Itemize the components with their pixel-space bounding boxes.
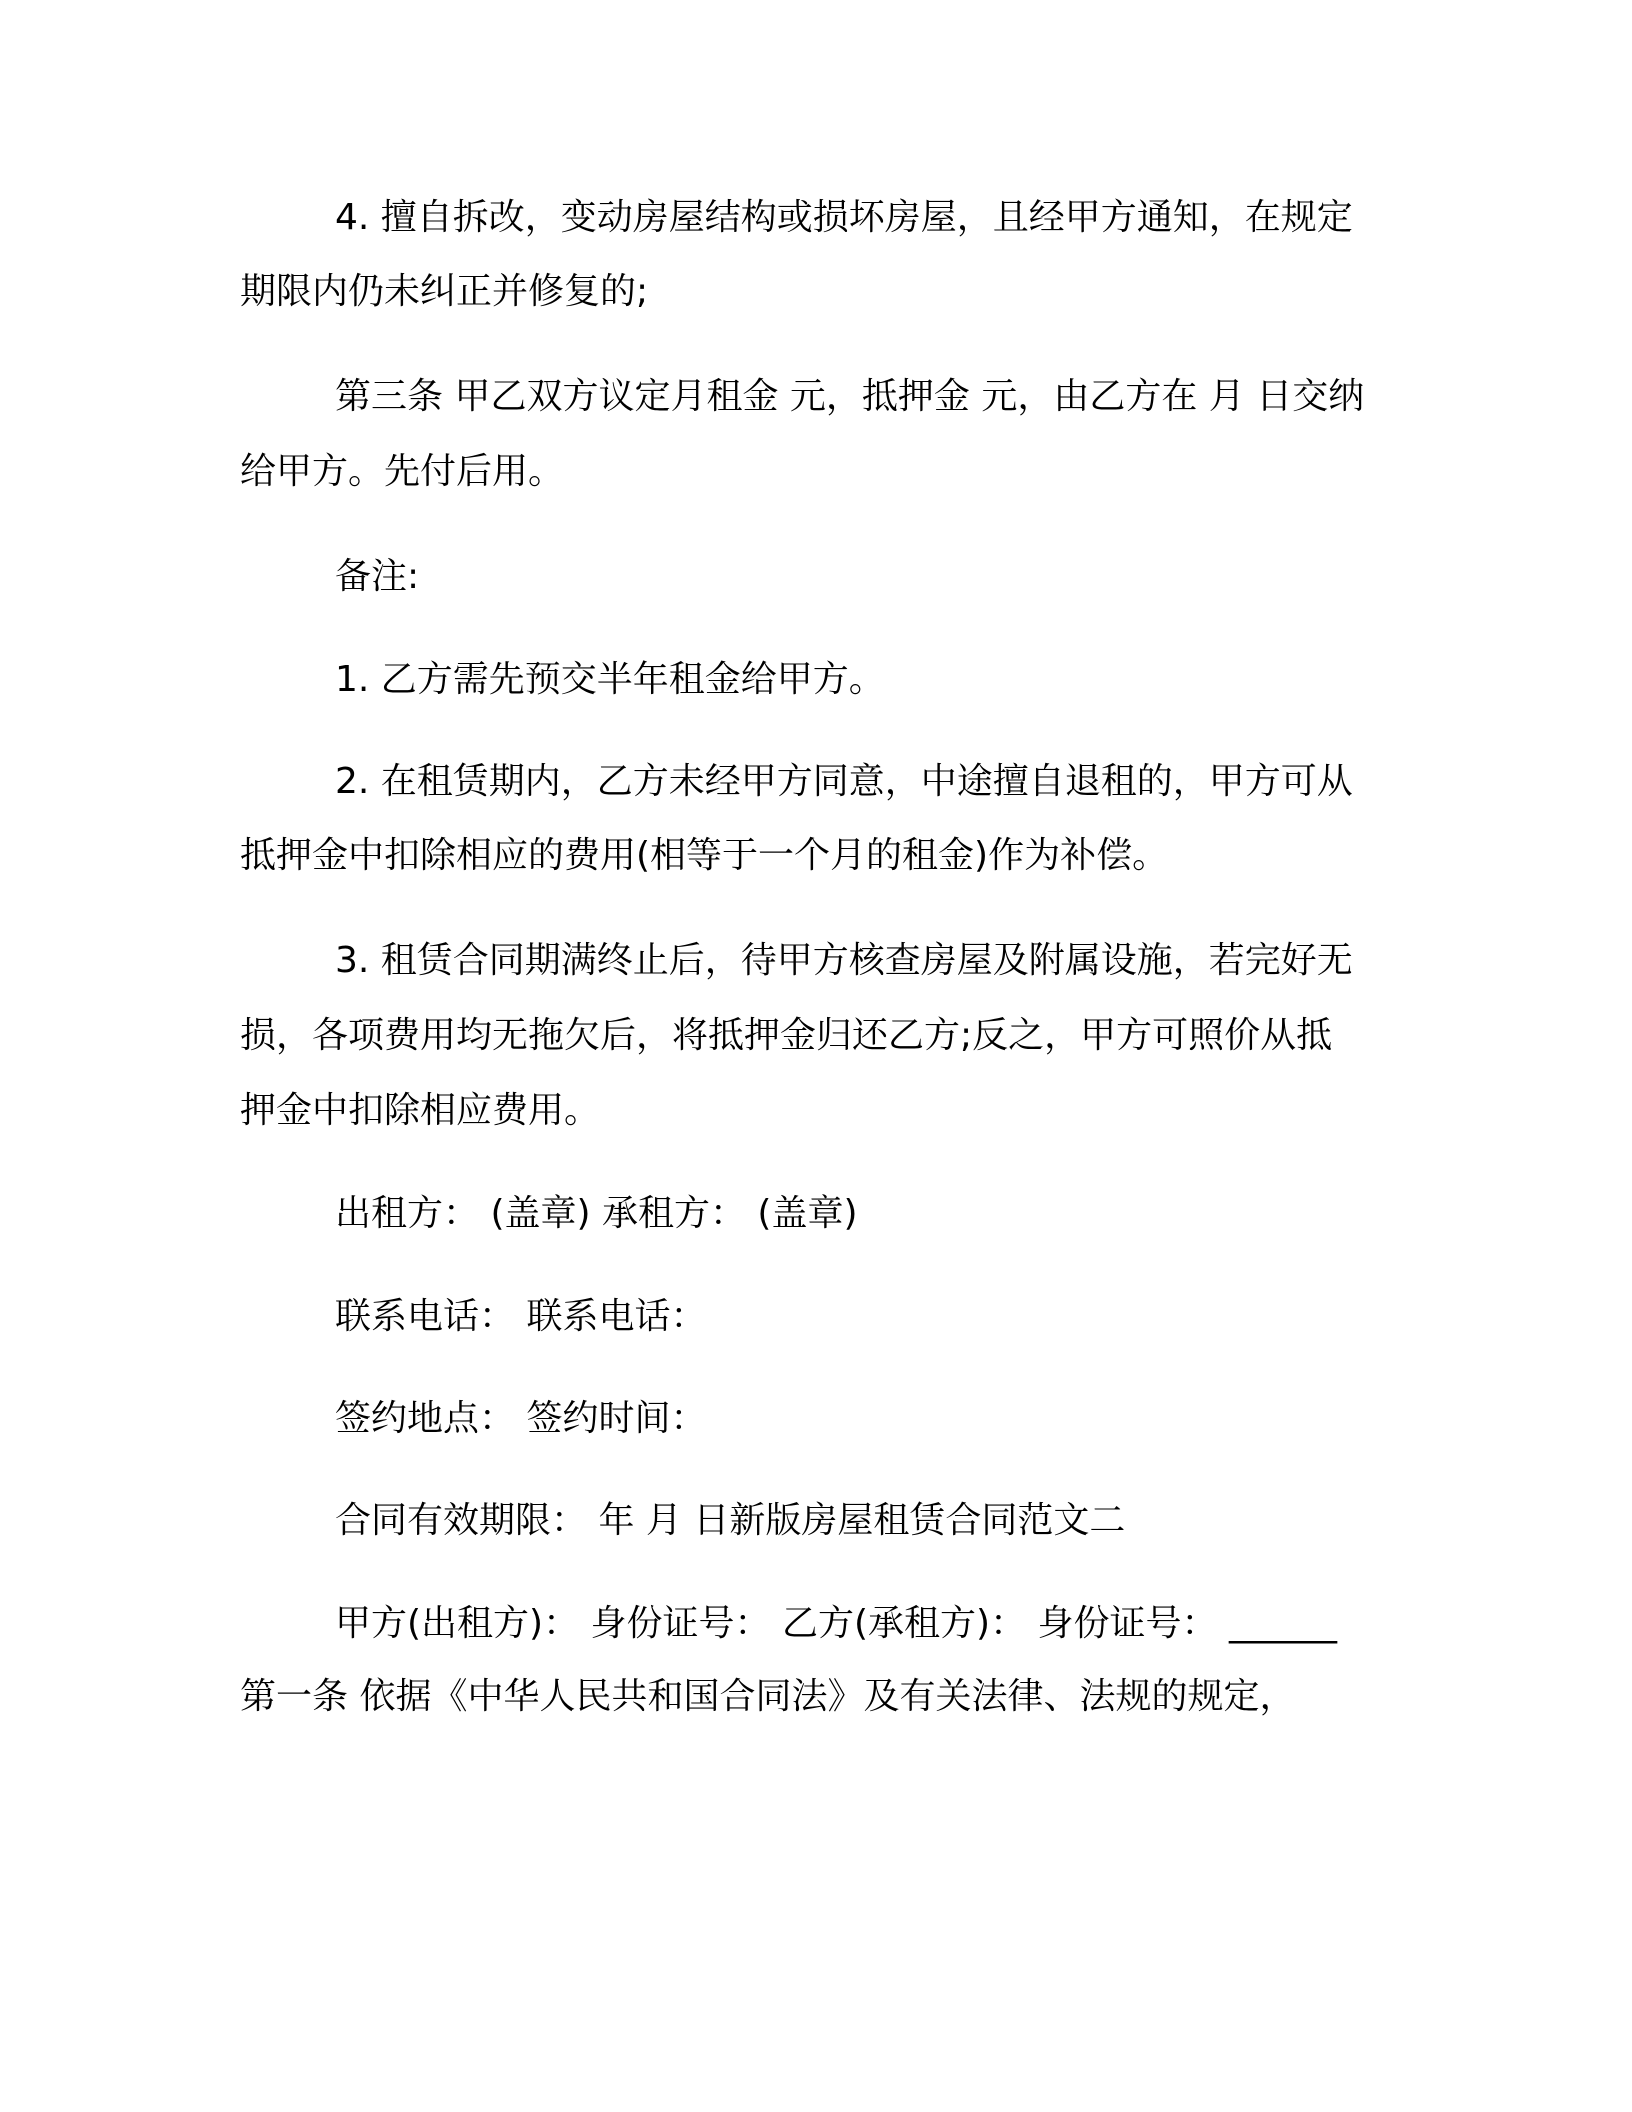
article-3-line-2: 给甲方。先付后用。	[240, 451, 565, 492]
remark-3-line-2: 损，各项费用均无拖欠后，将抵押金归还乙方;反之，甲方可照价从抵	[240, 1015, 1333, 1056]
signing-place-time-line: 签约地点： 签约时间：	[335, 1398, 707, 1439]
article-3-line-1: 第三条 甲乙双方议定月租金 元，抵押金 元，由乙方在 月 日交纳	[335, 376, 1365, 417]
remark-2-line-1: 2. 在租赁期内，乙方未经甲方同意，中途擅自退租的，甲方可从	[335, 761, 1353, 802]
clause-4-line-1: 4. 擅自拆改，变动房屋结构或损坏房屋，且经甲方通知，在规定	[335, 197, 1353, 238]
remarks-heading: 备注:	[335, 556, 420, 597]
signature-line: 出租方： (盖章) 承租方： (盖章)	[335, 1193, 858, 1234]
remark-1: 1. 乙方需先预交半年租金给甲方。	[335, 659, 885, 700]
validity-period-line: 合同有效期限： 年 月 日新版房屋租赁合同范文二	[335, 1500, 1126, 1541]
remark-2-line-2: 抵押金中扣除相应的费用(相等于一个月的租金)作为补偿。	[240, 835, 1169, 876]
article-1-line: 第一条 依据《中华人民共和国合同法》及有关法律、法规的规定，	[240, 1676, 1296, 1717]
contact-phone-line: 联系电话： 联系电话：	[335, 1296, 707, 1337]
parties-id-line: 甲方(出租方)： 身份证号： 乙方(承租方)： 身份证号： ______	[335, 1603, 1337, 1644]
clause-4-line-2: 期限内仍未纠正并修复的;	[240, 271, 649, 312]
remark-3-line-3: 押金中扣除相应费用。	[240, 1090, 601, 1131]
remark-3-line-1: 3. 租赁合同期满终止后，待甲方核查房屋及附属设施，若完好无	[335, 940, 1353, 981]
